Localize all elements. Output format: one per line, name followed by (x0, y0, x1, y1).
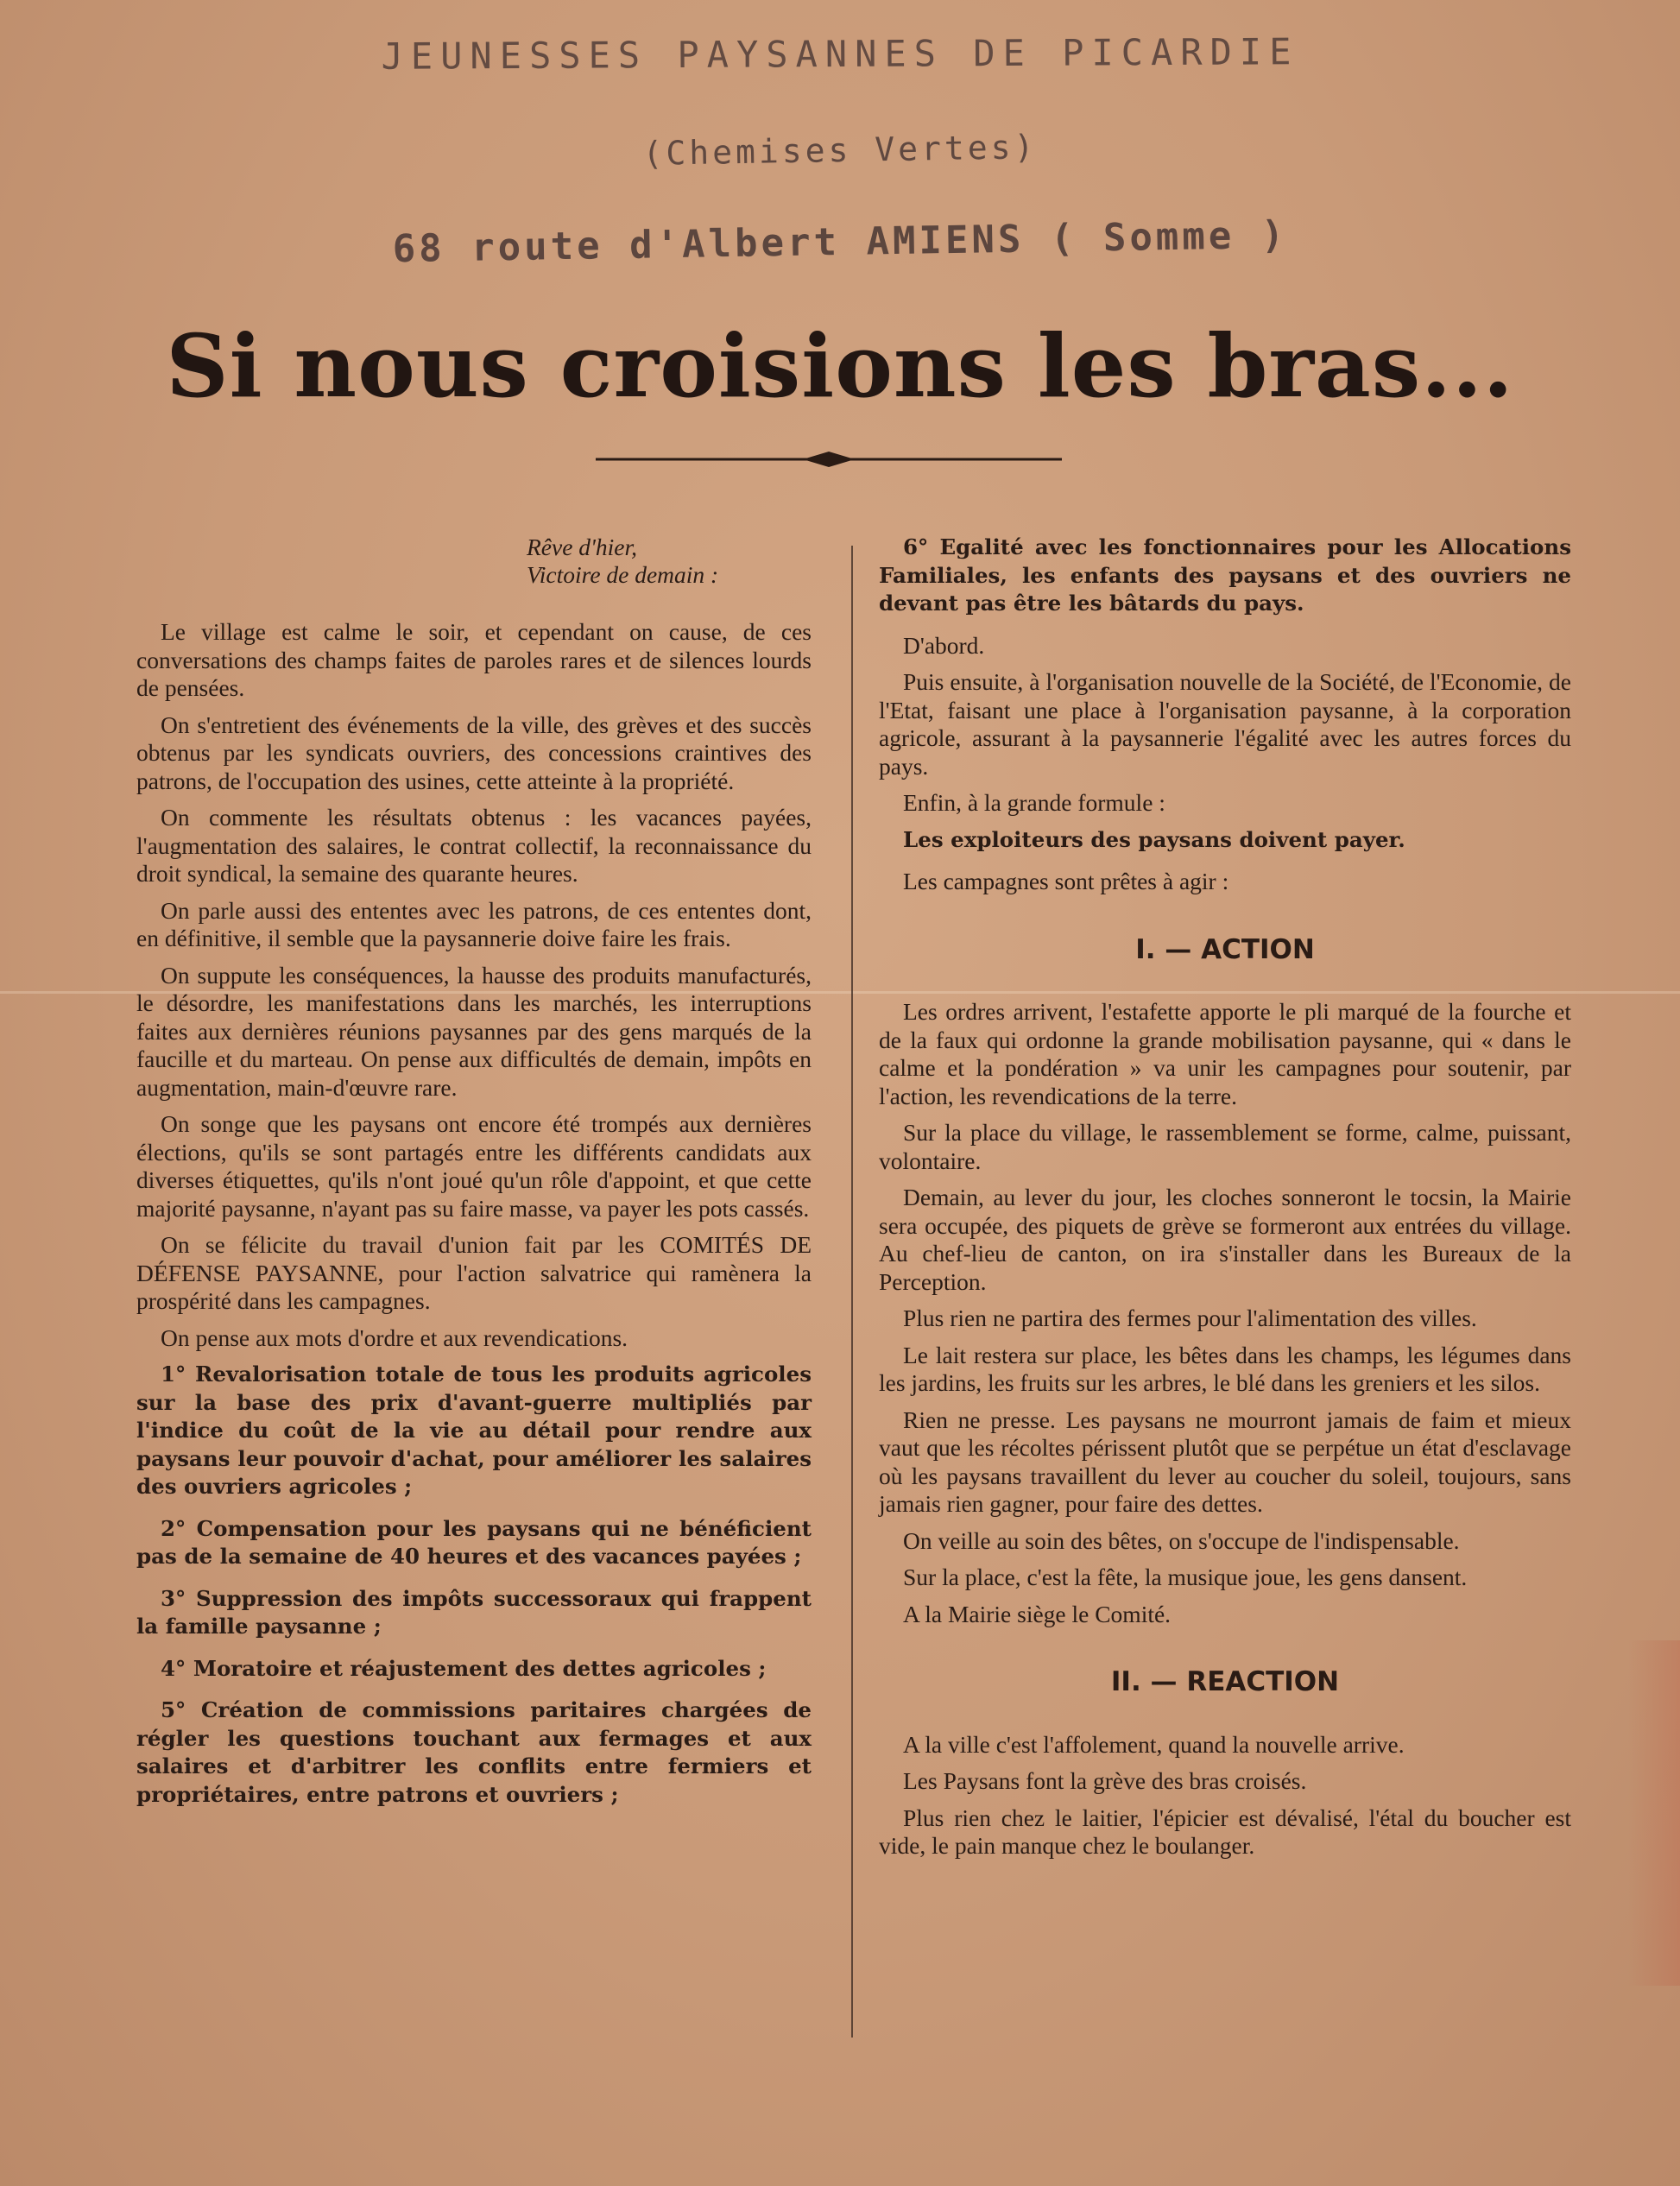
paragraph: Demain, au lever du jour, les cloches sonneront le tocsin, la Mairie sera occupée, des piquets de grève se formeront aux entrées du village. Au chef-lieu de canton, on ira s'installer dans les Bureaux de la Perception. (879, 1184, 1571, 1295)
demand-item: 4° Moratoire et réajustement des dettes agricoles ; (161, 1655, 767, 1681)
paragraph: On s'entretient des événements de la ville, des grèves et des succès obtenus par les syndicats ouvriers, des concessions craintives des patrons, de l'occupation des usines, cette atteinte à la propriété. (136, 711, 812, 794)
column-rule (851, 546, 853, 2038)
ornament-divider (596, 449, 1062, 470)
paragraph: On commente les résultats obtenus : les vacances payées, l'augmentation des salaires, le contrat collectif, la reconnaissance du droit syndical, la semaine des quarante heures. (136, 804, 812, 887)
paragraph: Le lait restera sur place, les bêtes dans les champs, les légumes dans les jardins, les fruits sur les arbres, le blé dans les greniers et les silos. (879, 1341, 1571, 1396)
demand-item: 6° Egalité avec les fonctionnaires pour les Allocations Familiales, les enfants des paysans et des ouvriers ne devant pas être les bâtards du pays. (879, 534, 1571, 616)
demand-item: 3° Suppression des impôts successoraux qui frappent la famille paysanne ; (136, 1585, 812, 1639)
paragraph: Sur la place, c'est la fête, la musique joue, les gens dansent. (903, 1564, 1468, 1590)
section-heading-action: I. — ACTION (1135, 933, 1315, 965)
paragraph: Plus rien chez le laitier, l'épicier est dévalisé, l'étal du boucher est vide, le pain manque chez le boulanger. (879, 1804, 1571, 1859)
organization-stamp: JEUNESSES PAYSANNES DE PICARDIE (381, 30, 1299, 78)
paragraph: D'abord. (903, 631, 985, 659)
motto-line: Victoire de demain : (527, 561, 719, 588)
motto-line: Rêve d'hier, (527, 534, 638, 560)
paragraph: A la ville c'est l'affolement, quand la nouvelle arrive. (903, 1730, 1405, 1758)
paragraph: On parle aussi des ententes avec les patrons, de ces ententes dont, en définitive, il semble que la paysannerie doive faire les frais. (136, 896, 812, 951)
paragraph: A la Mairie siège le Comité. (903, 1600, 1172, 1627)
address-stamp: 68 route d'Albert AMIENS ( Somme ) (392, 212, 1288, 272)
paragraph: Plus rien ne partira des fermes pour l'alimentation des villes. (903, 1305, 1477, 1331)
paragraph: Les Paysans font la grève des bras croisés. (903, 1767, 1307, 1794)
paragraph: On veille au soin des bêtes, on s'occupe de l'indispensable. (903, 1526, 1460, 1554)
page-title: Si nous croisions les bras... (166, 315, 1514, 417)
demand-item: 2° Compensation pour les paysans qui ne bénéficient pas de la semaine de 40 heures et des vacances payées ; (136, 1515, 812, 1569)
paragraph: Enfin, à la grande formule : (903, 789, 1165, 816)
paper-stain (1628, 1640, 1680, 1986)
paragraph: Puis ensuite, à l'organisation nouvelle de la Société, de l'Economie, de l'Etat, faisant une place à l'organisation paysanne, à la corporation agricole, assurant à la paysannerie l'égalité avec les autres forces du pays. (879, 668, 1571, 780)
motto (527, 534, 812, 589)
paragraph: Rien ne presse. Les paysans ne mourront jamais de faim et mieux vaut que les récoltes périssent plutôt que se perpétue un état d'esclavage où les paysans travaillent du lever au coucher du soleil, toujours, sans jamais rien gagner, pour faire des dettes. (879, 1406, 1571, 1517)
section-heading-reaction: II. — REACTION (1110, 1666, 1340, 1697)
paragraph: On pense aux mots d'ordre et aux revendications. (161, 1324, 628, 1351)
demand-item: 5° Création de commissions paritaires chargées de régler les questions touchant aux fermages et aux salaires et d'arbitrer les conflits entre fermiers et propriétaires, entre patrons et ouvriers ; (136, 1697, 812, 1807)
subtitle-stamp: (Chemises Vertes) (642, 128, 1038, 173)
paragraph: On songe que les paysans ont encore été trompés aux dernières élections, qu'ils se sont partagés entre les différents candidats aux diverses étiquettes, qu'ils n'ont joué qu'un rôle d'appoint, et que cette majorité paysanne, n'ayant pas su faire masse, va payer les pots cassés. (136, 1110, 812, 1222)
right-column (879, 534, 1571, 1869)
paragraph: Le village est calme le soir, et cependant on cause, de ces conversations des champs faites de paroles rares et de silences lourds de pensées. (136, 618, 812, 701)
paragraph: On suppute les conséquences, la hausse des produits manufacturés, le désordre, les manifestations dans les marchés, les interruptions faites aux dernières réunions paysannes par des gens marqués de la faucille et du marteau. On pense aux difficultés de demain, impôts en augmentation, main-d'œuvre rare. (136, 961, 812, 1101)
paragraph: Les campagnes sont prêtes à agir : (903, 868, 1229, 894)
paragraph: Sur la place du village, le rassemblement se forme, calme, puissant, volontaire. (879, 1119, 1571, 1174)
paragraph: On se félicite du travail d'union fait par les COMITÉS DE DÉFENSE PAYSANNE, pour l'action salvatrice qui ramènera la prospérité dans les campagnes. (136, 1231, 812, 1314)
left-column (136, 534, 812, 1823)
paragraph: Les ordres arrivent, l'estafette apporte le pli marqué de la fourche et de la faux qui ordonne la grande mobilisation paysanne, qui « dans le calme et la pondération » va unir les campagnes pour soutenir, par l'action, les revendications de la terre. (879, 998, 1571, 1109)
demand-item: 1° Revalorisation totale de tous les produits agricoles sur la base des prix d'avant-guerre multipliés par l'indice du coût de la vie au détail pour rendre aux paysans leur pouvoir d'achat, pour améliorer les salaires des ouvriers agricoles ; (136, 1362, 812, 1499)
slogan: Les exploiteurs des paysans doivent payer. (903, 826, 1405, 852)
